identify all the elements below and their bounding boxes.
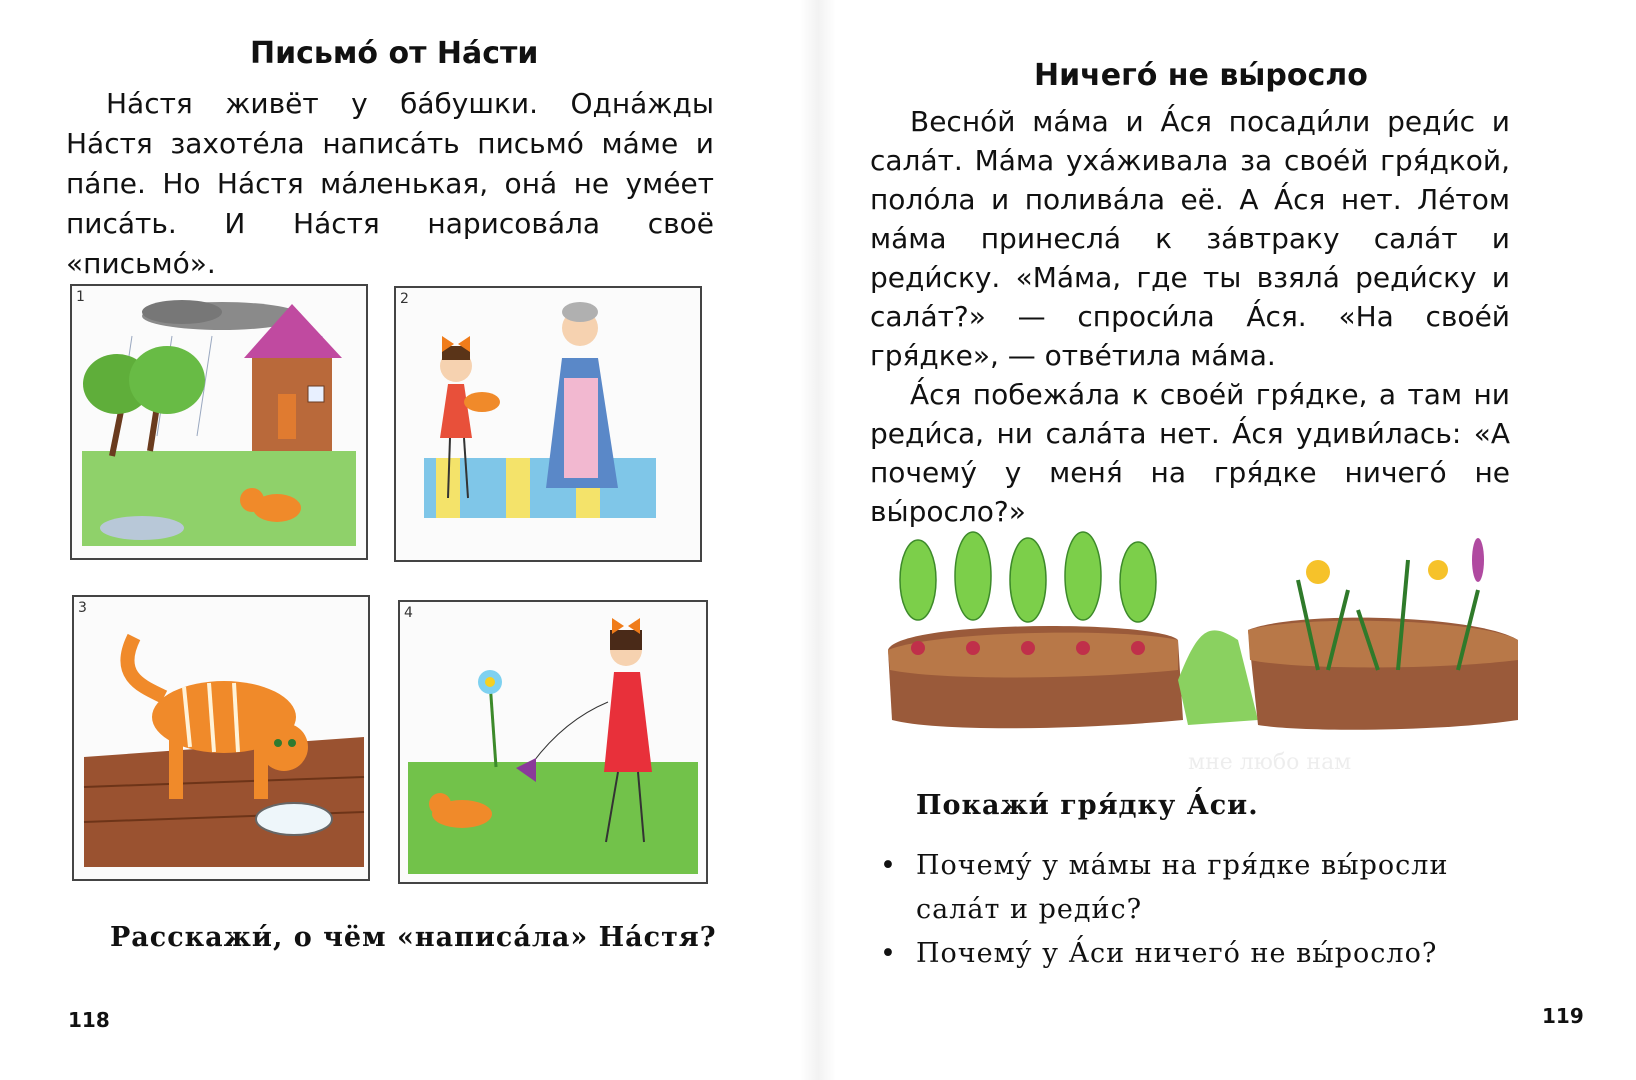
story-panel-2 [394,286,702,562]
bleed-through-text: мне любо нам [1188,750,1352,775]
left-story [66,84,714,284]
page-number-left: 118 [68,1008,110,1032]
question-item [872,932,1512,976]
question-item [872,844,1512,932]
panel-number: 3 [78,600,87,616]
right-story-paragraph-2: А́ся побежа́ла к свое́й гря́дке, а там ни реди́са, ни сала́та нет. А́ся удиви́лась: «А почему́ у меня́ на гря́дке ничего́ не вы́росло?» [870,378,1510,528]
panel-number: 1 [76,289,85,305]
question-text: Почему́ у ма́мы на гря́дке вы́росли сала́т и реди́с? [916,850,1449,925]
girl-playing-with-kitten-illustration [400,602,706,882]
right-story [870,102,1510,531]
question-text: Почему́ у А́си ничего́ не вы́росло? [916,938,1438,969]
panel-number: 4 [404,605,413,621]
story-panel-4 [398,600,708,884]
right-page [818,0,1636,1080]
right-story-paragraph-1: Весно́й ма́ма и А́ся посади́ли реди́с и сала́т. Ма́ма уха́живала за свое́й гря́дкой, поло́ла и полива́ла её. А А́ся нет. Ле́том ма́ма принесла́ к за́втраку сала́т и реди́ску. «Ма́ма, где ты взяла́ реди́ску и сала́т?» — спроси́ла А́ся. «На свое́й гря́дке», — отве́тила ма́ма. [870,105,1510,372]
questions-list [872,844,1512,976]
cat-drinking-milk-illustration [74,597,368,879]
right-page-title: Ничего́ не вы́росло [1034,58,1368,93]
panel-number: 2 [400,291,409,307]
rain-house-cat-illustration [72,286,366,558]
page-number-right: 119 [1542,1004,1584,1028]
story-panel-1 [70,284,368,560]
garden-illustration [878,520,1528,750]
left-story-paragraph: На́стя живёт у ба́бушки. Одна́жды На́стя захоте́ла написа́ть письмо́ ма́ме и па́пе. Но На́стя ма́ленькая, она́ не уме́ет писа́ть. И На́стя нарисова́ла своё «письмо́». [66,87,714,280]
left-page-title: Письмо́ от На́сти [250,36,539,71]
story-panel-3 [72,595,370,881]
girl-cat-grandmother-illustration [396,288,700,560]
left-page-question: Расскажи́, о чём «написа́ла» На́стя? [110,922,717,953]
garden-beds-illustration [878,520,1528,750]
right-page-task: Покажи́ гря́дку А́си. [916,790,1259,821]
